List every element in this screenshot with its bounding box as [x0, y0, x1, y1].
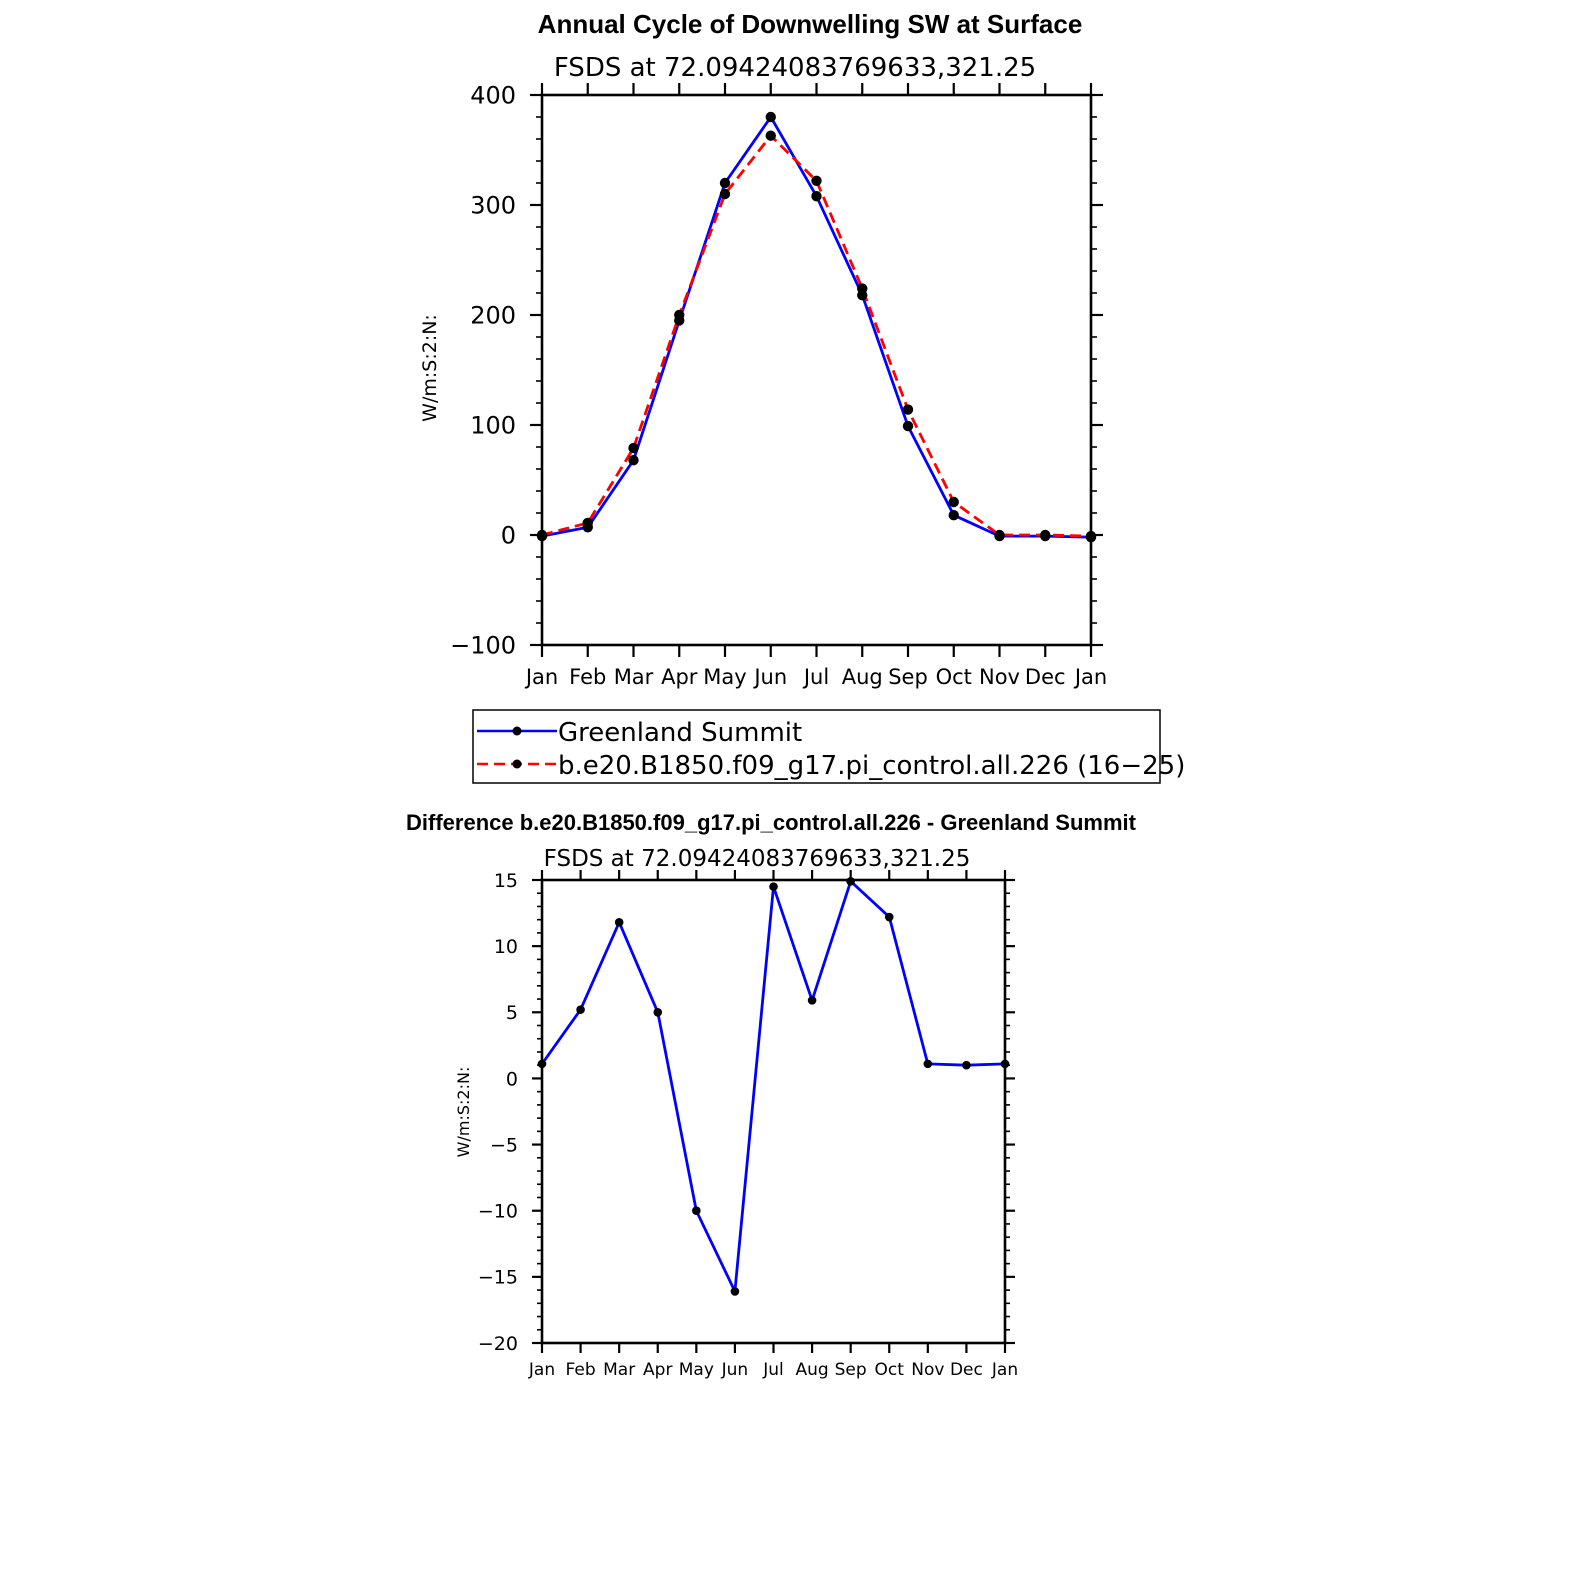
x-tick-label: Mar — [603, 1360, 636, 1380]
data-point-s0-9 — [885, 913, 894, 922]
legend-label-model: b.e20.B1850.f09_g17.pi_control.all.226 (16−25) — [558, 751, 1186, 781]
difference-y-axis-label: W/m:S:2:N: — [454, 1066, 473, 1158]
data-point-s1-12 — [1086, 531, 1096, 541]
y-tick-label: −100 — [450, 631, 516, 660]
data-point-s0-0 — [538, 1060, 547, 1069]
x-tick-label: Jan — [991, 1360, 1019, 1380]
data-point-s1-0 — [537, 530, 547, 540]
x-tick-label: Feb — [569, 665, 607, 689]
data-point-s0-4 — [692, 1206, 701, 1215]
chart-title: Annual Cycle of Downwelling SW at Surface — [537, 9, 1083, 39]
series-line-0 — [542, 881, 1005, 1291]
legend — [473, 710, 1185, 783]
y-tick-label: 0 — [505, 1068, 518, 1091]
x-tick-label: Jan — [525, 665, 559, 689]
data-point-s1-3 — [674, 310, 684, 320]
data-point-s1-6 — [811, 176, 821, 186]
x-tick-label: May — [678, 1360, 714, 1380]
y-axis-label: W/m:S:2:N: — [419, 314, 441, 422]
data-point-s0-12 — [1001, 1060, 1010, 1069]
x-tick-label: Nov — [979, 665, 1020, 689]
data-point-s0-6 — [811, 191, 821, 201]
x-tick-label: Jan — [528, 1360, 556, 1380]
data-point-s0-11 — [962, 1061, 971, 1070]
data-point-s0-7 — [808, 996, 817, 1005]
data-point-s0-8 — [846, 877, 855, 886]
x-tick-label: Mar — [613, 665, 654, 689]
x-tick-label: Aug — [795, 1360, 829, 1380]
data-point-s1-4 — [720, 189, 730, 199]
legend-marker-greenland-summit — [513, 727, 522, 736]
difference-lines — [542, 881, 1005, 1291]
x-tick-label: Jan — [1074, 665, 1108, 689]
data-point-s1-10 — [994, 530, 1004, 540]
x-tick-label: May — [703, 665, 747, 689]
x-tick-label: Sep — [834, 1360, 867, 1380]
y-tick-label: 0 — [500, 521, 516, 550]
y-tick-label: 300 — [470, 191, 516, 220]
data-point-s1-9 — [949, 497, 959, 507]
data-point-s0-8 — [903, 421, 913, 431]
data-point-s0-10 — [924, 1060, 933, 1069]
data-point-s0-5 — [731, 1287, 740, 1296]
x-tick-label: Jun — [754, 665, 788, 689]
plot-frame — [542, 880, 1005, 1343]
x-tick-label: Feb — [565, 1360, 596, 1380]
difference-title: Difference b.e20.B1850.f09_g17.pi_control.all.226 - Greenland Summit — [406, 810, 1136, 835]
y-tick-label: 400 — [470, 81, 516, 110]
difference-axes — [478, 870, 1018, 1380]
data-point-s0-1 — [576, 1005, 585, 1014]
x-tick-label: Jun — [721, 1360, 749, 1380]
y-tick-label: −15 — [477, 1266, 518, 1289]
difference-subtitle: FSDS at 72.09424083769633,321.25 — [543, 846, 971, 872]
y-tick-label: −20 — [477, 1332, 518, 1355]
legend-label-greenland-summit: Greenland Summit — [558, 718, 803, 748]
x-tick-label: Jul — [803, 665, 830, 689]
x-tick-label: Jul — [763, 1360, 784, 1380]
y-tick-label: 10 — [493, 935, 518, 958]
annual-cycle-panel — [419, 9, 1185, 783]
y-tick-label: 200 — [470, 301, 516, 330]
data-point-s1-1 — [583, 518, 593, 528]
data-point-s0-9 — [949, 510, 959, 520]
data-point-s0-6 — [769, 882, 778, 891]
data-point-s1-8 — [903, 404, 913, 414]
x-tick-label: Dec — [949, 1360, 983, 1380]
data-point-s1-5 — [766, 131, 776, 141]
data-point-s0-2 — [615, 918, 624, 927]
y-tick-label: 15 — [493, 869, 518, 892]
x-tick-label: Nov — [911, 1360, 945, 1380]
y-tick-label: −5 — [489, 1134, 518, 1157]
x-tick-label: Dec — [1024, 665, 1066, 689]
data-point-s0-2 — [628, 455, 638, 465]
y-tick-label: 5 — [505, 1002, 518, 1025]
data-point-s0-5 — [766, 112, 776, 122]
x-tick-label: Sep — [888, 665, 928, 689]
data-point-s1-11 — [1040, 530, 1050, 540]
x-tick-label: Apr — [643, 1360, 673, 1380]
x-tick-label: Aug — [841, 665, 883, 689]
x-tick-label: Apr — [661, 665, 698, 689]
chart-subtitle: FSDS at 72.09424083769633,321.25 — [553, 53, 1037, 83]
difference-panel — [406, 810, 1137, 1380]
y-tick-label: 100 — [470, 411, 516, 440]
x-tick-label: Oct — [874, 1360, 904, 1380]
legend-marker-model — [513, 760, 522, 769]
x-tick-label: Oct — [935, 665, 972, 689]
data-point-s0-3 — [653, 1008, 662, 1017]
data-point-s1-2 — [628, 443, 638, 453]
y-tick-label: −10 — [477, 1200, 518, 1223]
difference-points — [538, 877, 1010, 1296]
data-point-s0-4 — [720, 178, 730, 188]
plot-axes — [450, 82, 1107, 689]
data-point-s1-7 — [857, 283, 867, 293]
